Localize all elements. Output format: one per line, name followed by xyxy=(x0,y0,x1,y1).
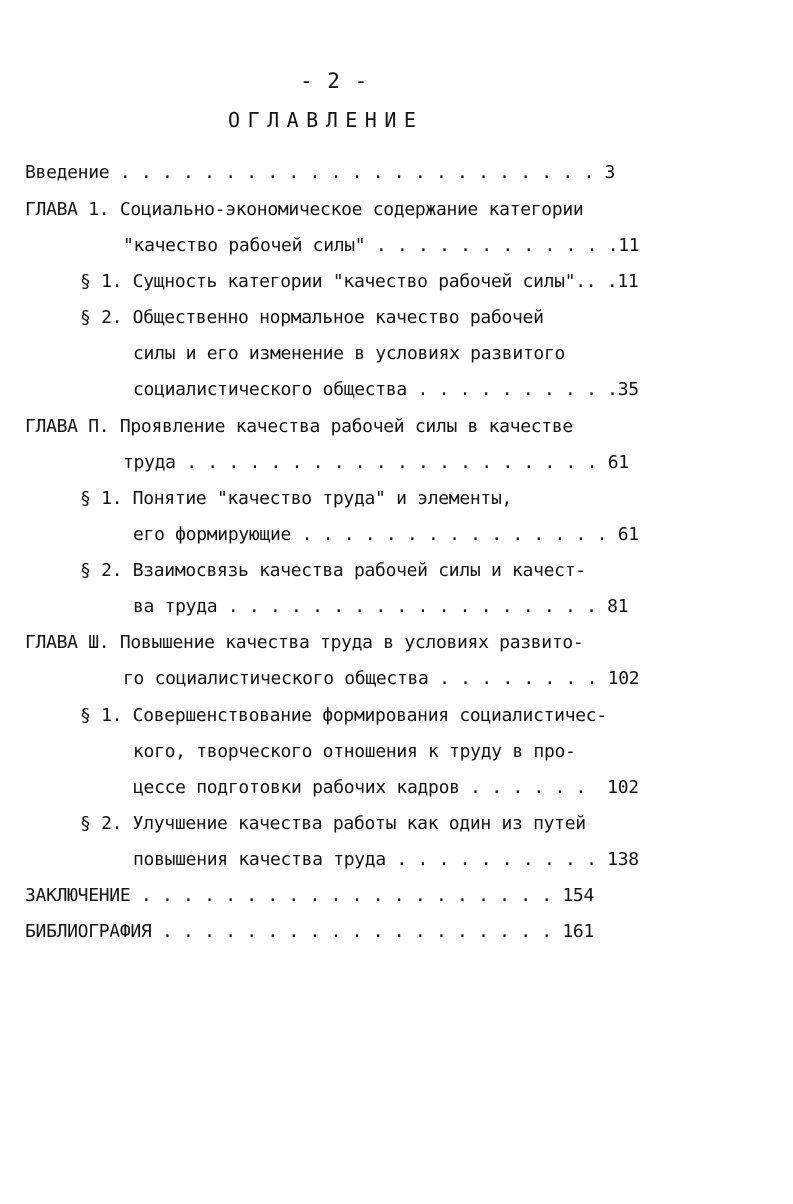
page-title: ОГЛАВЛЕНИЕ xyxy=(228,108,424,132)
toc-chapter-1-heading: ГЛАВА 1. Социально-экономическое содержание категории xyxy=(25,199,584,220)
toc-chapter-2-section-2-cont: ва труда . . . . . . . . . . . . . . . . . . 81 xyxy=(133,596,629,617)
toc-chapter-2-heading-cont: труда . . . . . . . . . . . . . . . . . . . . 61 xyxy=(123,452,629,473)
toc-chapter-3-heading: ГЛАВА Ш. Повышение качества труда в условиях развито- xyxy=(25,632,584,653)
toc-chapter-1-section-2: § 2. Общественно нормальное качество рабочей xyxy=(80,307,544,328)
toc-entry-conclusion: ЗАКЛЮЧЕНИЕ . . . . . . . . . . . . . . . . . . . . 154 xyxy=(25,885,594,906)
toc-chapter-3-section-2-cont: повышения качества труда . . . . . . . . . . 138 xyxy=(133,849,639,870)
toc-chapter-2-section-2: § 2. Взаимосвязь качества рабочей силы и качест- xyxy=(80,560,586,581)
toc-chapter-1-section-2-cont: социалистического общества . . . . . . . . . .35 xyxy=(133,379,639,400)
toc-chapter-2-heading: ГЛАВА П. Проявление качества рабочей силы в качестве xyxy=(25,416,573,437)
toc-chapter-3-heading-cont: го социалистического общества . . . . . . . . 102 xyxy=(123,668,640,689)
toc-chapter-1-heading-cont: "качество рабочей силы" . . . . . . . . . . . .11 xyxy=(123,235,640,256)
toc-chapter-3-section-1-cont: кого, творческого отношения к труду в про- xyxy=(133,741,576,762)
toc-chapter-1-section-2-cont: силы и его изменение в условиях развитого xyxy=(133,343,566,364)
toc-chapter-1-section-1: § 1. Сущность категории "качество рабочей силы".. .11 xyxy=(80,271,639,292)
page-number: - 2 - xyxy=(300,69,369,93)
toc-chapter-2-section-1: § 1. Понятие "качество труда" и элементы, xyxy=(80,488,513,509)
toc-chapter-3-section-1-cont: цессе подготовки рабочих кадров . . . . . . 102 xyxy=(133,777,639,798)
toc-chapter-2-section-1-cont: его формирующие . . . . . . . . . . . . . . . 61 xyxy=(133,524,639,545)
toc-entry-bibliography: БИБЛИОГРАФИЯ . . . . . . . . . . . . . . . . . . . 161 xyxy=(25,921,594,942)
toc-entry-introduction: Введение . . . . . . . . . . . . . . . . . . . . . . . 3 xyxy=(25,162,616,183)
toc-chapter-3-section-2: § 2. Улучшение качества работы как один из путей xyxy=(80,813,586,834)
toc-chapter-3-section-1: § 1. Совершенствование формирования социалистичес- xyxy=(80,705,607,726)
